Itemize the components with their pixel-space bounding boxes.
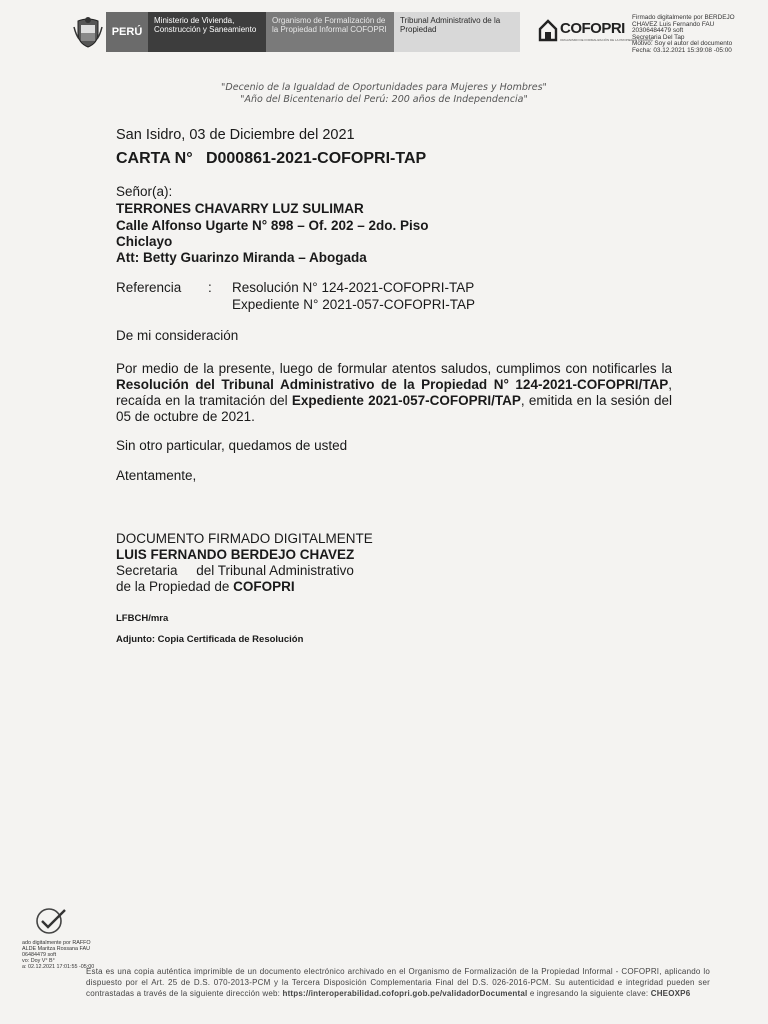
signer-role-2 (116, 579, 295, 595)
body-resolucion: Resolución del Tribunal Administrativo de la Propiedad N° 124-2021-COFOPRI/TAP (116, 377, 669, 392)
digital-signature-stamp (632, 15, 766, 55)
decenio-line-1: "Decenio de la Igualdad de Oportunidades para Mujeres y Hombres" (221, 82, 547, 93)
decenio-line-2: "Año del Bicentenario del Perú: 200 años de Independencia" (240, 94, 528, 105)
signature-line: Motivo: Soy el autor del documento (632, 40, 733, 48)
carta-code: D000861-2021-COFOPRI-TAP (205, 150, 427, 167)
carta-label: CARTA N° (116, 150, 193, 167)
signature-line: 20306484479 soft (632, 27, 684, 35)
recipient-name: TERRONES CHAVARRY LUZ SULIMAR (116, 201, 364, 216)
referencia-resolucion: Resolución N° 124-2021-COFOPRI-TAP (232, 280, 475, 295)
peru-label: PERÚ (106, 12, 148, 52)
signature-line: Firmado digitalmente por BERDEJO (632, 14, 735, 21)
signer-name: LUIS FERNANDO BERDEJO CHAVEZ (116, 547, 355, 562)
footer-signature-line: a: 02.12.2021 17:01:55 -05:00 (22, 964, 95, 970)
body-paragraph (116, 361, 672, 425)
authenticity-text: e ingresando la siguiente clave: (527, 989, 651, 998)
checkmark-seal-icon (34, 906, 68, 936)
greeting: De mi consideración (116, 328, 239, 343)
referencia-expediente: Expediente N° 2021-057-COFOPRI-TAP (232, 297, 475, 312)
recipient-address: Calle Alfonso Ugarte N° 898 – Of. 202 – 2do. Piso (116, 218, 429, 233)
footer-signature-line: 06484479 soft (22, 952, 57, 958)
validation-key: CHEOXP6 (650, 989, 691, 998)
validator-url[interactable]: https://interoperabilidad.cofopri.gob.pe/validadorDocumental (282, 989, 528, 998)
adjunto: Adjunto: Copia Certificada de Resolución (116, 634, 304, 645)
carta-number (116, 151, 426, 167)
referencia-colon: : (208, 280, 212, 295)
signature-line: Fecha: 03.12.2021 15:39:08 -05:00 (632, 46, 732, 54)
recipient-city: Chiclayo (116, 234, 173, 249)
signer-role-2-org: COFOPRI (233, 579, 295, 594)
authenticity-note (86, 966, 710, 999)
closing-line: Sin otro particular, quedamos de usted (116, 438, 348, 453)
organismo-label: Organismo de Formalización de la Propiedad Informal COFOPRI (266, 12, 394, 52)
tribunal-label: Tribunal Administrativo de la Propiedad (394, 12, 520, 52)
place-date: San Isidro, 03 de Diciembre del 2021 (116, 127, 355, 143)
header-bar (70, 12, 520, 52)
decenio-heading (0, 82, 768, 106)
cofopri-logo (538, 16, 654, 46)
ministerio-label: Ministerio de Vivienda, Construcción y Saneamiento (148, 12, 266, 52)
atentamente: Atentamente, (116, 468, 197, 483)
footer-signature-line: vo: Doy V° B° (22, 958, 55, 964)
footer-signature-line: ado digitalmente por RAFFO (22, 940, 91, 946)
body-expediente: Expediente 2021-057-COFOPRI/TAP (291, 393, 521, 408)
salutation: Señor(a): (116, 184, 173, 199)
signer-role-2-text: de la Propiedad de (116, 579, 234, 594)
cofopri-logo-text: COFOPRI (560, 20, 625, 37)
recipient-att: Att: Betty Guarinzo Miranda – Abogada (116, 250, 367, 265)
body-text: , emitida en la sesión del 05 de octubre de 2021. (116, 393, 672, 424)
house-icon (538, 18, 558, 42)
footer-signature-line: ALDE Maritza Rossana FAU (22, 946, 91, 952)
body-text: , recaída en la tramitación del (116, 377, 672, 408)
signature-line: CHAVEZ Luis Fernando FAU (632, 20, 715, 28)
referencia-label: Referencia (116, 280, 182, 295)
cofopri-logo-subtext: ORGANISMO DE FORMALIZACIÓN DE LA PROPIEDAD INFORMAL (560, 38, 654, 42)
body-text: Por medio de la presente, luego de formular atentos saludos, cumplimos con notificarles la (116, 361, 672, 376)
documento-firmado: DOCUMENTO FIRMADO DIGITALMENTE (116, 531, 373, 546)
authenticity-text: Esta es una copia auténtica imprimible de un documento electrónico archivado en el Organismo de Formalización de la Propiedad Informal - COFOPRI, aplicando lo dispuesto por el Art. 25 de D.S. 070-2013-PCM y la Tercera Disposición Complementaria Final del D.S. 026-2016-PCM. Su autenticidad e integridad pueden ser contrastadas a través de la siguiente dirección web: (86, 967, 710, 998)
signer-role-1: Secretaria del Tribunal Administrativo (116, 563, 354, 578)
signature-line: Secretaria Del Tap (632, 33, 685, 41)
initials: LFBCH/mra (116, 613, 169, 624)
peru-coat-of-arms-icon (70, 12, 106, 52)
